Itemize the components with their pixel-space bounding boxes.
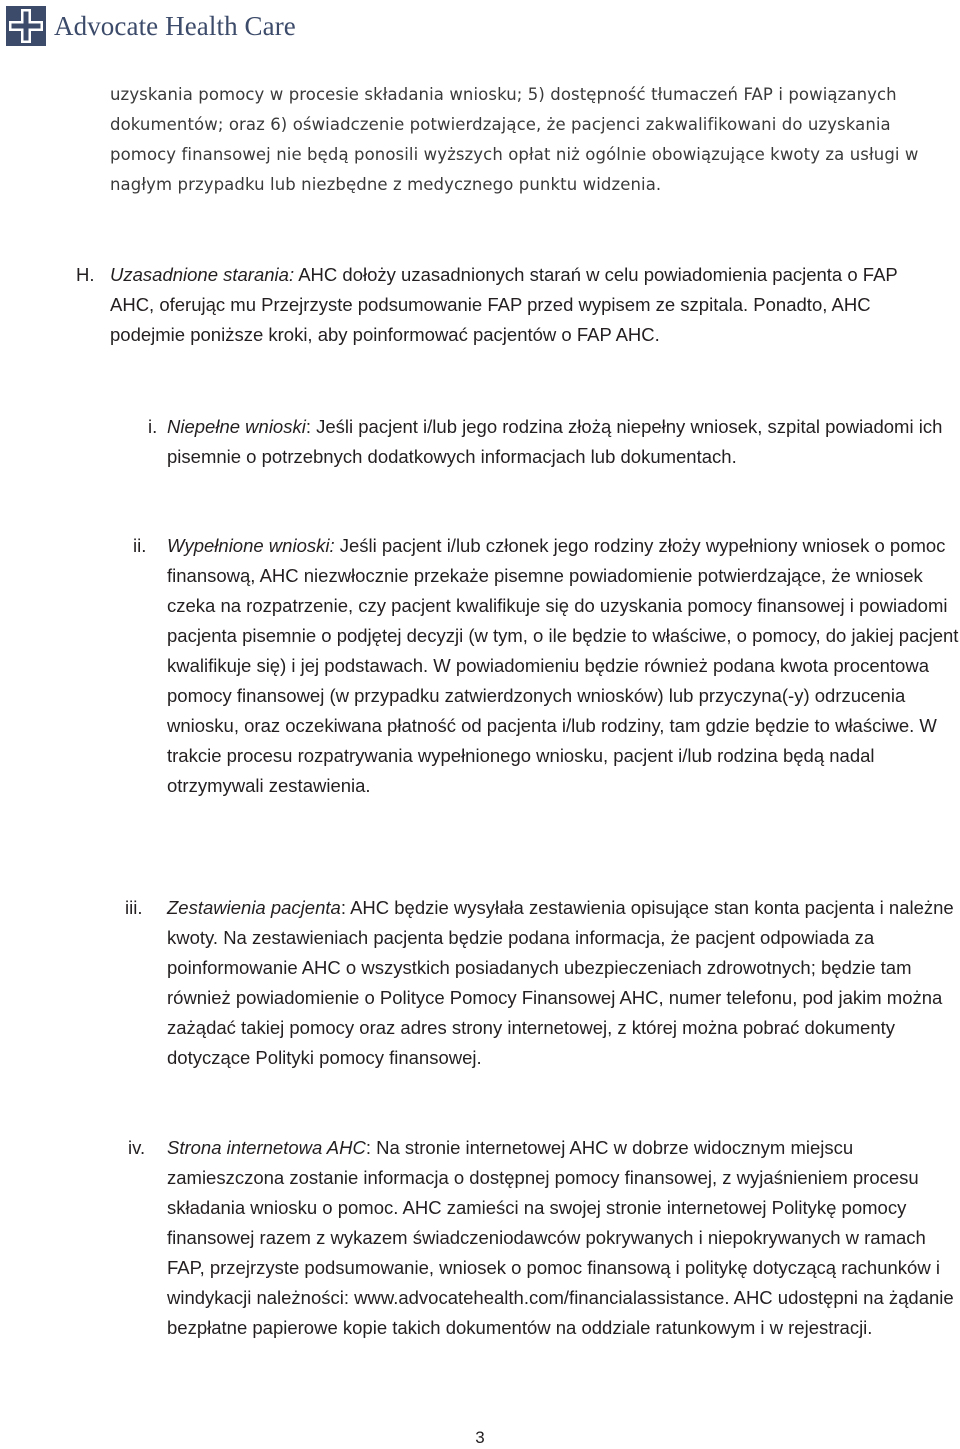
item-iv-marker: iv. — [128, 1137, 146, 1158]
item-i-paragraph — [167, 412, 960, 472]
item-iv-title: Strona internetowa AHC — [167, 1137, 366, 1158]
item-ii-marker: ii. — [133, 535, 147, 556]
item-iii-text: : AHC będzie wysyłała zestawienia opisujące stan konta pacjenta i należne kwoty. Na zestawieniach pacjenta będzie podana informacja, że pacjent odpowiada za poinformowanie AHC o wszystkich posiadanych ubezpieczeniach zdrowotnych; będzie tam również powiadomienie o Polityce Pomocy Finansowej AHC, numer telefonu, pod jakim można zażądać takiej pomocy oraz adres strony internetowej, z której można pobrać dokumenty dotyczące Polityki pomocy finansowej. — [167, 897, 954, 1068]
item-iii-title: Zestawienia pacjenta — [167, 897, 341, 918]
page-number: 3 — [475, 1428, 485, 1447]
section-h-title: Uzasadnione starania: — [110, 264, 295, 285]
advocate-cross-logo-icon — [6, 6, 46, 46]
section-h-paragraph — [110, 260, 940, 350]
item-i-text: : Jeśli pacjent i/lub jego rodzina złożą niepełny wniosek, szpital powiadomi ich pisemnie o potrzebnych dodatkowych informacjach lub dokumentach. — [167, 416, 943, 467]
item-iii-marker: iii. — [125, 897, 143, 918]
document-header — [6, 4, 296, 48]
item-iv-paragraph — [167, 1133, 960, 1343]
item-ii-paragraph — [167, 531, 960, 801]
logo-text: Advocate Health Care — [54, 10, 296, 41]
item-ii-text: Jeśli pacjent i/lub członek jego rodziny złoży wypełniony wniosek o pomoc finansową, AHC niezwłocznie przekaże pisemne powiadomienie potwierdzające, że wniosek czeka na rozpatrzenie, czy pacjent kwalifikuje się do uzyskania pomocy finansowej i powiadomi pacjenta pisemnie o podjętej decyzji (w tym, o ile będzie to właściwe, o pomocy, do jakiej pacjent kwalifikuje się) i jej podstawach. W powiadomieniu będzie również podana kwota procentowa pomocy finansowej (w przypadku zatwierdzonych wniosków) lub przyczyna(-y) odrzucenia wniosku, oraz oczekiwana płatność od pacjenta i/lub rodziny, tam gdzie będzie to właściwe. W trakcie procesu rozpatrywania wypełnionego wniosku, pacjent i/lub rodzina będą nadal otrzymywali zestawienia. — [167, 535, 959, 796]
item-iii-paragraph — [167, 893, 960, 1073]
item-i-title: Niepełne wnioski — [167, 416, 306, 437]
intro-paragraph: uzyskania pomocy w procesie składania wniosku; 5) dostępność tłumaczeń FAP i powiązanych dokumentów; oraz 6) oświadczenie potwierdzające, że pacjenci zakwalifikowani do uzyskania pomocy finansowej nie będą ponosili wyższych opłat niż ogólnie obowiązujące kwoty za usługi w nagłym przypadku lub niezbędne z medycznego punktu widzenia. — [110, 85, 919, 194]
item-ii-title: Wypełnione wnioski: — [167, 535, 335, 556]
item-iv-text: : Na stronie internetowej AHC w dobrze widocznym miejscu zamieszczona zostanie informacja o dostępnej pomocy finansowej, z wyjaśnieniem procesu składania wniosku o pomoc. AHC zamieści na swojej stronie internetowej Politykę pomocy finansowej razem z wykazem świadczeniodawców pokrywanych i niepokrywanych w ramach FAP, przejrzyste podsumowanie, wniosek o pomoc finansową i politykę dotyczącą rachunków i windykacji należności: www.advocatehealth.com/financialassistance. AHC udostępni na żądanie bezpłatne papierowe kopie takich dokumentów na oddziale ratunkowym i w rejestracji. — [167, 1137, 954, 1338]
section-h-text: AHC dołoży uzasadnionych starań w celu powiadomienia pacjenta o FAP AHC, oferując mu Przejrzyste podsumowanie FAP przed wypisem ze szpitala. Ponadto, AHC podejmie poniższe kroki, aby poinformować pacjentów o FAP AHC. — [110, 264, 898, 345]
item-i-marker: i. — [148, 416, 158, 437]
section-h-marker: H. — [76, 264, 95, 285]
